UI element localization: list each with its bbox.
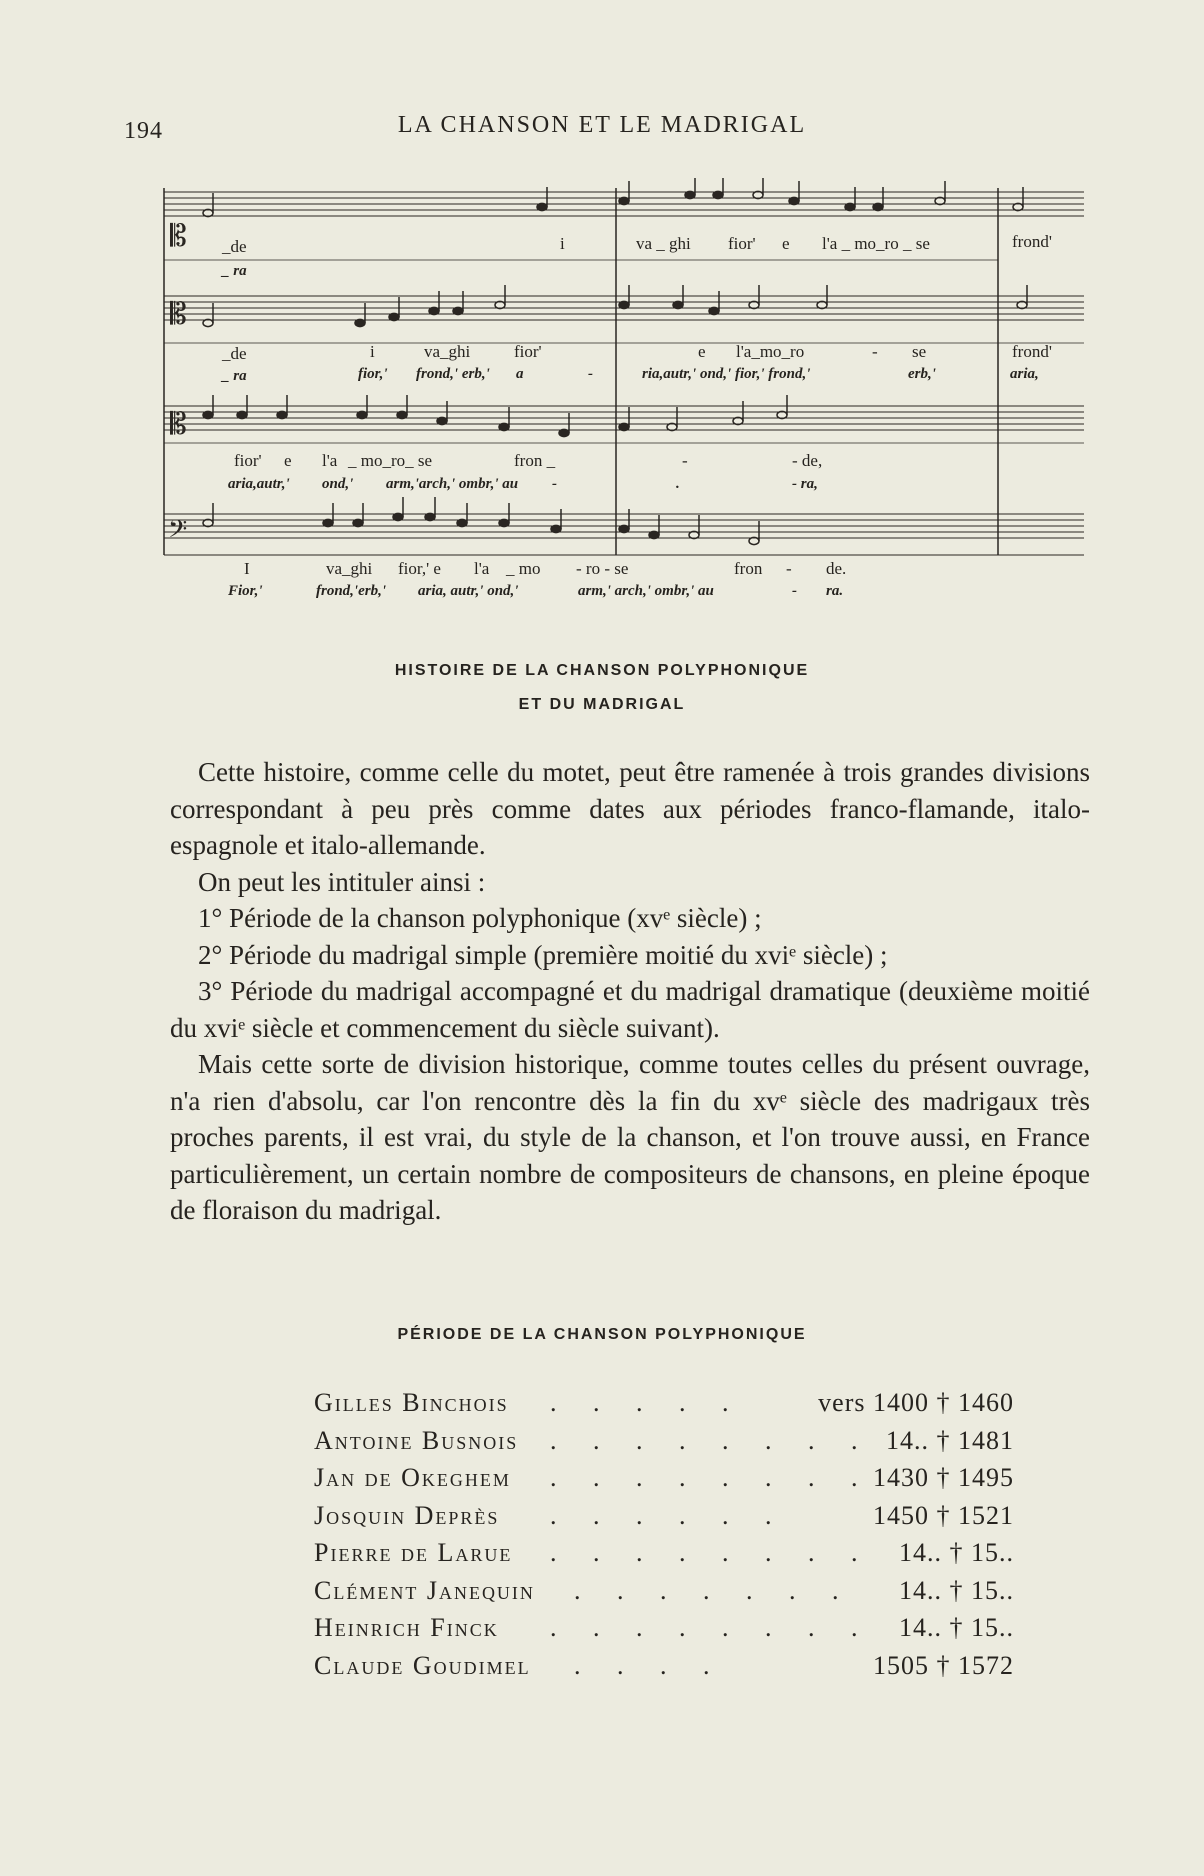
composer-dates: 14.. † 15..: [899, 1575, 1014, 1605]
lyric: .: [676, 476, 680, 492]
note-head: [499, 519, 509, 526]
lyric: e: [284, 451, 292, 470]
lyric: arm,' arch,' ombr,' au: [578, 583, 714, 599]
note-head: [357, 411, 367, 418]
composer-row: [314, 1538, 1014, 1576]
leader-dots: . . . . . . . .: [550, 1613, 873, 1642]
lyric: va_ghi: [326, 559, 373, 578]
lyric: va _ ghi: [636, 234, 691, 253]
lyric: - de,: [792, 451, 823, 470]
composer-name: Heinrich Finck: [314, 1613, 499, 1642]
note-head: [713, 191, 723, 198]
note-head: [429, 307, 439, 314]
paragraph: On peut les intituler ainsi :: [198, 866, 486, 897]
body-text: [170, 754, 1090, 1229]
leader-dots: . . . . . . . .: [550, 1425, 873, 1455]
page-number: 194: [124, 118, 163, 144]
lyric: - ro - se: [576, 559, 629, 578]
lyric: -: [552, 476, 557, 492]
lyric: aria, autr,' ond,': [418, 583, 519, 599]
note-head: [709, 307, 719, 314]
lyric: fior,' e: [398, 559, 441, 578]
lyric: se: [912, 342, 927, 361]
lyric: ra.: [826, 583, 844, 599]
lyric: e: [698, 342, 706, 361]
leader-dots: . . . . . . . .: [550, 1538, 873, 1567]
lyric: frond,'erb,': [316, 583, 387, 599]
score-staves: [162, 178, 1086, 598]
note-head: [389, 313, 399, 320]
composer-dates: 1450 † 1521: [873, 1500, 1014, 1530]
note-head: [457, 519, 467, 526]
lyric: fior,': [358, 366, 388, 382]
note-head: [323, 519, 333, 526]
note-head: [845, 203, 855, 210]
note-head: [537, 203, 547, 210]
lyric: frond': [1012, 232, 1052, 251]
lyric: -: [786, 559, 792, 578]
musical-score: [162, 178, 1086, 598]
composer-name: Clément Janequin: [314, 1575, 535, 1605]
lyric: fior': [728, 234, 756, 253]
composer-table: [314, 1388, 1014, 1688]
lyric: va_ghi: [424, 342, 471, 361]
lyric: _ mo: [506, 559, 541, 578]
lyric: _ mo_ro_ se: [348, 451, 433, 470]
composer-name: Claude Goudimel: [314, 1650, 531, 1680]
lyric: I: [244, 559, 250, 578]
lyric: l'a: [322, 451, 338, 470]
lyric: _de: [222, 237, 247, 256]
composer-dates: 1430 † 1495: [873, 1463, 1014, 1492]
lyric: _de: [222, 344, 247, 363]
page-header: [0, 112, 1204, 152]
note-head: [619, 525, 629, 532]
lyric: -: [792, 583, 797, 599]
composer-row: [314, 1388, 1014, 1426]
note-head: [559, 429, 569, 436]
lyric: -: [588, 366, 593, 382]
section-subtitle-1: ET DU MADRIGAL: [518, 696, 686, 713]
note-head: [649, 531, 659, 538]
composer-dates: 1505 † 1572: [873, 1650, 1014, 1680]
lyric: de.: [826, 559, 847, 578]
lyric: Fior,': [228, 583, 263, 599]
leader-dots: . . . . . .: [550, 1500, 787, 1530]
lyric: - ra,: [792, 476, 818, 492]
composer-name: Pierre de Larue: [314, 1538, 513, 1567]
lyric: l'a _ mo_ro _ se: [822, 234, 930, 253]
note-head: [673, 301, 683, 308]
note-head: [437, 417, 447, 424]
lyric: fron _: [514, 451, 556, 470]
note-head: [619, 301, 629, 308]
composer-row: [314, 1501, 1014, 1539]
note-head: [551, 525, 561, 532]
paragraph: 1° Période de la chanson polyphonique (xvᵉ siècle) ;: [198, 903, 762, 933]
lyric: l'a_mo_ro: [736, 342, 805, 361]
composer-dates: 14.. † 1481: [886, 1425, 1014, 1455]
lyric: i: [370, 342, 375, 361]
lyric: fior': [514, 342, 542, 361]
lyric: _ ra: [222, 263, 247, 279]
composer-row: [314, 1463, 1014, 1501]
lyric: fron: [734, 559, 763, 578]
section-title-2: PÉRIODE DE LA CHANSON POLYPHONIQUE: [397, 1326, 807, 1343]
composer-row: [314, 1651, 1014, 1689]
composer-row: [314, 1613, 1014, 1651]
paragraph: Cette histoire, comme celle du motet, peut être ramenée à trois grandes divisions correspondant à peu près comme dates aux périodes franco-flamande, italo-espagnole et italo-allemande.: [170, 757, 1090, 860]
note-head: [619, 423, 629, 430]
paragraph: 2° Période du madrigal simple (première moitié du xviᵉ siècle) ;: [198, 939, 888, 970]
lyric: a: [516, 366, 524, 382]
lyric: frond,' erb,': [416, 366, 490, 382]
composer-row: [314, 1426, 1014, 1464]
lyric: l'a: [474, 559, 490, 578]
lyric: ond,': [322, 476, 354, 492]
composer-name: Gilles Binchois: [314, 1388, 509, 1417]
note-head: [499, 423, 509, 430]
paragraph: Mais cette sorte de division historique, comme toutes celles du présent ouvrage, n'a rien d'absolu, car l'on rencontre dès la fin du xvᵉ siècle des madrigaux très proches parents, il est vrai, du style de la chanson, et l'on trouve aussi, en France particulièrement, un certain nombre de compositeurs de chansons, en pleine époque de floraison du madrigal.: [170, 1049, 1090, 1225]
composer-dates: 14.. † 15..: [899, 1538, 1014, 1567]
leader-dots: . . . . . . . .: [550, 1463, 873, 1492]
leader-dots: . . . . . . .: [574, 1575, 854, 1605]
note-head: [393, 513, 403, 520]
note-head: [397, 411, 407, 418]
note-head: [619, 197, 629, 204]
lyric: -: [872, 342, 878, 361]
lyric: frond': [1012, 342, 1052, 361]
note-head: [453, 307, 463, 314]
lyric: _ ra: [222, 368, 247, 384]
leader-dots: . . . . .: [550, 1388, 744, 1417]
note-head: [203, 411, 213, 418]
composer-name: Josquin Deprès: [314, 1500, 500, 1530]
composer-dates: 14.. † 15..: [899, 1613, 1014, 1642]
composer-name: Antoine Busnois: [314, 1425, 519, 1455]
lyric: aria,autr,': [228, 476, 290, 492]
lyric: fior': [234, 451, 262, 470]
svg-text:𝄢: 𝄢: [168, 515, 188, 550]
note-head: [425, 513, 435, 520]
lyric: arm,'arch,' ombr,' au: [386, 476, 519, 492]
lyric: aria,: [1010, 366, 1039, 382]
note-head: [277, 411, 287, 418]
svg-text:𝄡: 𝄡: [170, 297, 187, 332]
composer-name: Jan de Okeghem: [314, 1463, 511, 1492]
leader-dots: . . . .: [574, 1650, 725, 1680]
svg-text:𝄡: 𝄡: [170, 407, 187, 442]
svg-text:𝄡: 𝄡: [170, 219, 187, 254]
lyric: ria,autr,' ond,' fior,' frond,': [642, 366, 811, 382]
note-head: [353, 519, 363, 526]
note-head: [789, 197, 799, 204]
paragraph: 3° Période du madrigal accompagné et du madrigal dramatique (deuxième moitié du xviᵉ siècle et commencement du siècle suivant).: [170, 976, 1090, 1043]
composer-row: [314, 1576, 1014, 1614]
lyric: -: [682, 451, 688, 470]
running-head: LA CHANSON ET LE MADRIGAL: [397, 112, 807, 138]
lyric: i: [560, 234, 565, 253]
note-head: [685, 191, 695, 198]
composer-dates: vers 1400 † 1460: [818, 1388, 1014, 1417]
note-head: [873, 203, 883, 210]
lyric: e: [782, 234, 790, 253]
lyric: erb,': [908, 366, 936, 382]
note-head: [237, 411, 247, 418]
section-title-1: HISTOIRE DE LA CHANSON POLYPHONIQUE: [394, 662, 810, 679]
note-head: [355, 319, 365, 326]
